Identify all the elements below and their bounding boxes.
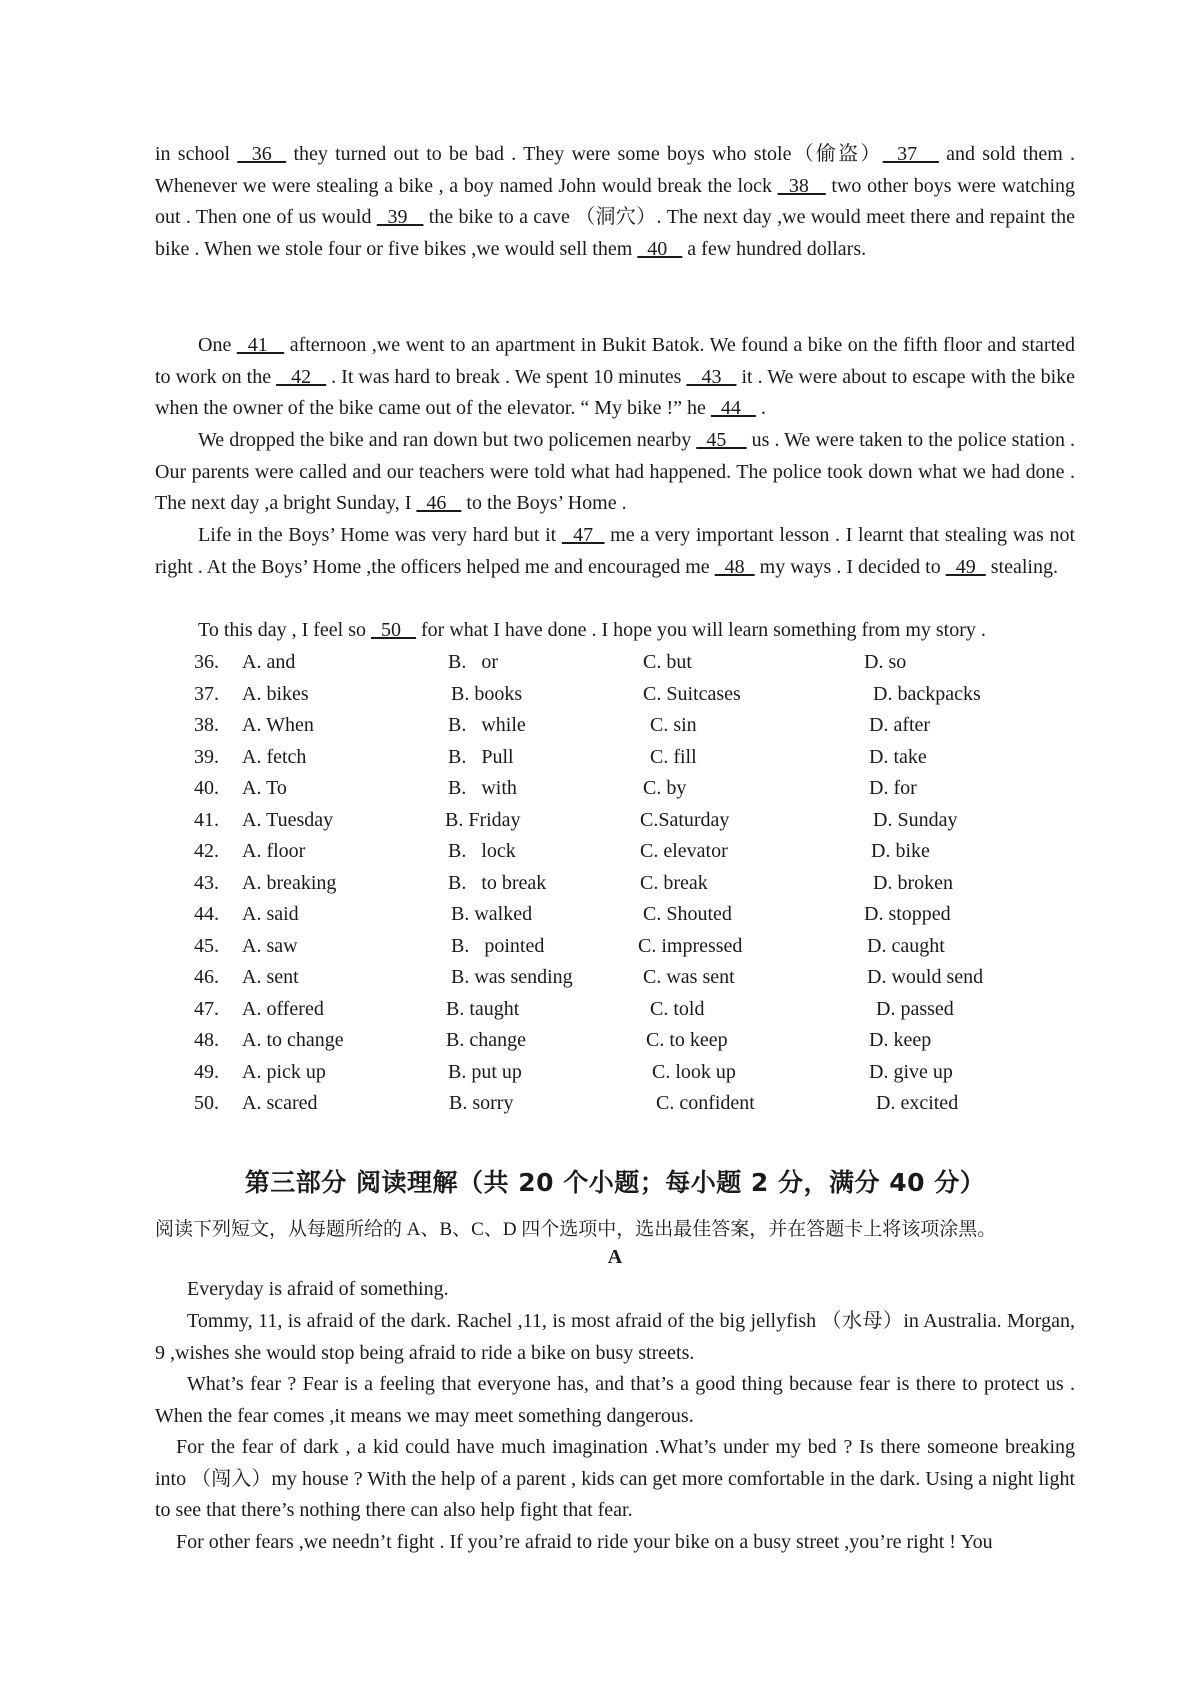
option-a: A. Tuesday xyxy=(242,809,334,831)
option-d: D. take xyxy=(869,746,927,768)
question-number: 36. xyxy=(194,651,219,673)
option-c: C. Suitcases xyxy=(643,683,741,705)
question-number: 50. xyxy=(194,1092,219,1114)
option-d: D. backpacks xyxy=(873,683,981,705)
option-b: B. Pull xyxy=(448,746,514,768)
passage-paragraph-2: One 41 afternoon ,we went to an apartment in Bukit Batok. We found a bike on the fifth floor and started to work on the 42 . It was hard to break . We spent 10 minutes 43 it . We were about to escape with the bike when the owner of the bike came out of the elevator. “ My bike !” he 44 . xyxy=(155,334,1076,420)
option-a: A. bikes xyxy=(242,683,309,705)
option-b: B. books xyxy=(451,683,523,705)
option-b: B. was sending xyxy=(451,966,573,988)
blank-40: 40 xyxy=(637,238,683,261)
question-number: 38. xyxy=(194,714,219,736)
passage-paragraph-4: Life in the Boys’ Home was very hard but it 47 me a very important lesson . I learnt that stealing was not right . At the Boys’ Home ,the officers helped me and encouraged me 48 my ways . I decided to 49 stealing. xyxy=(155,524,1076,578)
passage-paragraph-1: in school 36 they turned out to be bad . They were some boys who stole（偷盗） 37 and sold them . Whenever we were stealing a bike , a boy named John would break the lock 38 two other boys were watching out . Then one of us would 39 the bike to a cave （洞穴）. The next day ,we would meet there and repaint the bike . When we stole four or five bikes ,we would sell them 40 a few hundred dollars. xyxy=(155,143,1076,261)
question-number: 45. xyxy=(194,935,219,957)
option-a: A. sent xyxy=(242,966,299,988)
reading-paragraph-5: For other fears ,we needn’t fight . If you’re afraid to ride your bike on a busy street ,you’re right ! You xyxy=(176,1531,993,1553)
option-d: D. bike xyxy=(871,840,930,862)
option-d: D. so xyxy=(864,651,907,673)
question-number: 39. xyxy=(194,746,219,768)
option-d: D. passed xyxy=(876,998,954,1020)
option-c: C. confident xyxy=(656,1092,755,1114)
option-a: A. pick up xyxy=(242,1061,326,1083)
blank-50: 50 xyxy=(371,619,417,641)
option-a: A. to change xyxy=(242,1029,344,1051)
reading-paragraph-1: Everyday is afraid of something. xyxy=(187,1278,449,1300)
option-a: A. saw xyxy=(242,935,298,957)
question-number: 48. xyxy=(194,1029,219,1051)
blank-45: 45 xyxy=(696,429,747,451)
option-d: D. for xyxy=(869,777,917,799)
option-b: B. Friday xyxy=(445,809,521,831)
blank-38: 38 xyxy=(777,174,826,197)
blank-48: 48 xyxy=(714,555,755,578)
question-number: 37. xyxy=(194,683,219,705)
blank-37: 37 xyxy=(882,143,939,165)
passage-paragraph-3: We dropped the bike and ran down but two policemen nearby 45 us . We were taken to the police station . Our parents were called and our teachers were told what had happened. The police took down what we had done . The next day ,a bright Sunday, I 46 to the Boys’ Home . xyxy=(155,429,1076,515)
reading-paragraph-4: For the fear of dark , a kid could have much imagination .What’s under my bed ? Is there someone breaking into （闯入）my house ? With the help of a parent , kids can get more comfortable in the dark. Using a night light to see that there’s nothing there can also help fight that fear. xyxy=(155,1436,1075,1522)
reading-paragraph-2: Tommy, 11, is afraid of the dark. Rachel ,11, is most afraid of the big jellyfish （水母）in Australia. Morgan, 9 ,wishes she would stop being afraid to ride a bike on busy streets. xyxy=(155,1310,1075,1364)
option-a: A. When xyxy=(242,714,314,736)
blank-36: 36 xyxy=(237,143,287,165)
option-c: C.Saturday xyxy=(640,809,730,831)
option-d: D. give up xyxy=(869,1061,953,1083)
option-b: B. pointed xyxy=(451,935,545,957)
blank-41: 41 xyxy=(236,334,285,356)
blank-42: 42 xyxy=(276,365,327,388)
option-c: C. sin xyxy=(650,714,697,736)
option-d: D. broken xyxy=(873,872,953,894)
option-a: A. said xyxy=(242,903,299,925)
option-d: D. excited xyxy=(876,1092,959,1114)
option-a: A. offered xyxy=(242,998,324,1020)
question-number: 42. xyxy=(194,840,219,862)
option-d: D. Sunday xyxy=(873,809,958,831)
option-b: B. put up xyxy=(448,1061,522,1083)
option-c: C. was sent xyxy=(643,966,735,988)
question-number: 44. xyxy=(194,903,219,925)
option-b: B. sorry xyxy=(449,1092,514,1114)
blank-46: 46 xyxy=(416,492,462,515)
passage-paragraph-5: To this day , I feel so 50 for what I have done . I hope you will learn something from my story . xyxy=(198,619,986,641)
section-heading: 第三部分 阅读理解（共 20 个小题；每小题 2 分，满分 40 分） xyxy=(244,1168,986,1197)
question-number: 47. xyxy=(194,998,219,1020)
option-a: A. floor xyxy=(242,840,306,862)
option-b: B. lock xyxy=(448,840,516,862)
question-number: 41. xyxy=(194,809,219,831)
option-c: C. Shouted xyxy=(643,903,732,925)
option-b: B. change xyxy=(446,1029,526,1051)
option-c: C. impressed xyxy=(638,935,743,957)
option-c: C. but xyxy=(643,651,692,673)
blank-39: 39 xyxy=(376,206,424,229)
blank-47: 47 xyxy=(561,524,605,546)
option-a: A. fetch xyxy=(242,746,307,768)
option-a: A. breaking xyxy=(242,872,337,894)
option-a: A. and xyxy=(242,651,296,673)
option-b: B. walked xyxy=(451,903,533,925)
section-instruction: 阅读下列短文，从每题所给的 A、B、C、D 四个选项中，选出最佳答案，并在答题卡上将该项涂黑。 xyxy=(155,1219,997,1240)
option-d: D. caught xyxy=(867,935,945,957)
reading-paragraph-3: What’s fear ? Fear is a feeling that everyone has, and that’s a good thing because fear is there to protect us . When the fear comes ,it means we may meet something dangerous. xyxy=(155,1373,1075,1427)
question-number: 40. xyxy=(194,777,219,799)
blank-44: 44 xyxy=(710,397,756,420)
option-c: C. fill xyxy=(650,746,697,768)
option-b: B. to break xyxy=(448,872,547,894)
option-c: C. break xyxy=(640,872,708,894)
option-c: C. to keep xyxy=(646,1029,728,1051)
option-d: D. after xyxy=(869,714,931,736)
option-d: D. stopped xyxy=(864,903,951,925)
blank-43: 43 xyxy=(686,365,737,388)
option-d: D. would send xyxy=(867,966,984,988)
option-b: B. taught xyxy=(446,998,520,1020)
option-b: B. or xyxy=(448,651,498,673)
option-a: A. To xyxy=(242,777,287,799)
passage-label: A xyxy=(607,1246,623,1268)
option-b: B. while xyxy=(448,714,526,736)
question-number: 43. xyxy=(194,872,219,894)
option-c: C. told xyxy=(650,998,705,1020)
option-c: C. by xyxy=(643,777,687,799)
option-d: D. keep xyxy=(869,1029,932,1051)
blank-49: 49 xyxy=(945,555,986,578)
question-number: 49. xyxy=(194,1061,219,1083)
option-a: A. scared xyxy=(242,1092,318,1114)
option-c: C. look up xyxy=(652,1061,736,1083)
option-b: B. with xyxy=(448,777,517,799)
question-number: 46. xyxy=(194,966,219,988)
option-c: C. elevator xyxy=(640,840,728,862)
